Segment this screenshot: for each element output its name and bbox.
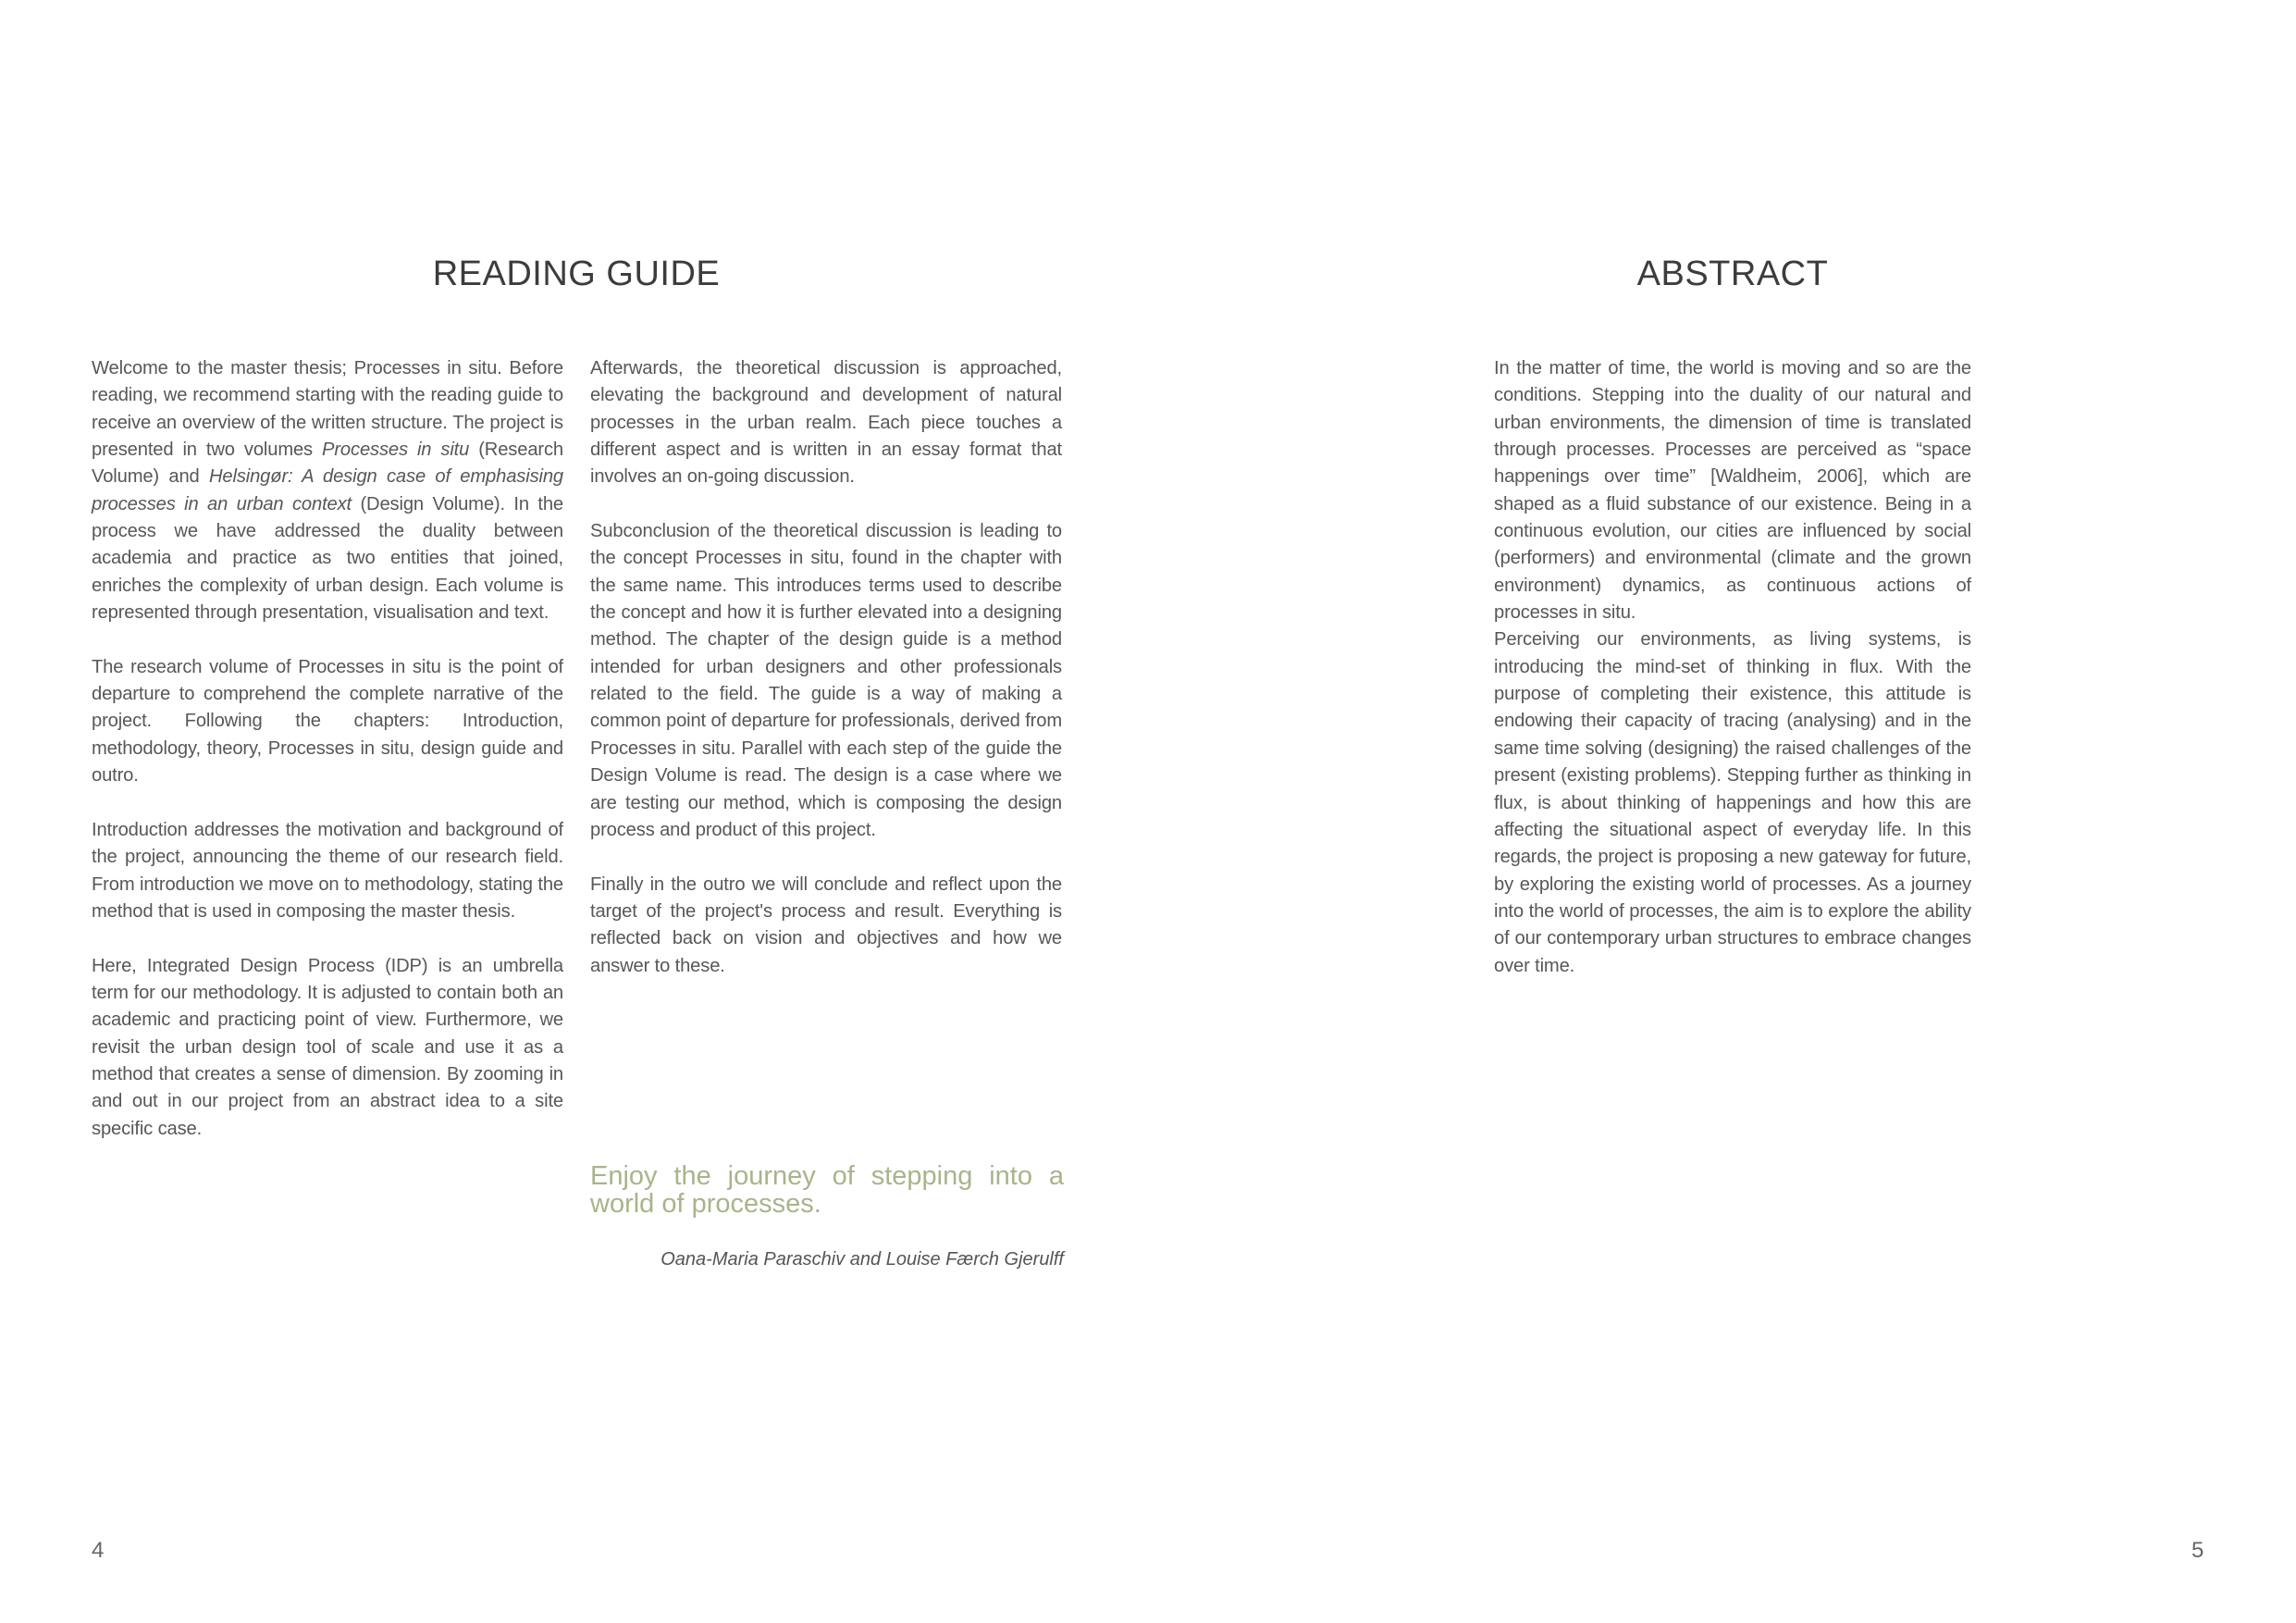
- abstract-paragraph-2: Perceiving our environments, as living systems, is introducing the mind-set of thinking in flux. With the purpose of completing their existence, this attitude is endowing their capacity of tracing (analysing) and in the same time solving (designing) the raised challenges of the present (existing problems). Stepping further as thinking in flux, is about thinking of happenings and how this are affecting the situational aspect of everyday life. In this regards, the project is proposing a new gateway for future, by exploring the existing world of processes. As a journey into the world of processes, the aim is to explore the ability of our contemporary urban structures to embrace changes over time.: [1494, 629, 1971, 976]
- abstract-paragraph-1: In the matter of time, the world is moving and so are the conditions. Stepping into the duality of our natural and urban environments, the dimension of time is translated through processes. Processes are perceived as “space happenings over time” [Waldheim, 2006], which are shaped as a fluid substance of our existence. Being in a continuous evolution, our cities are influenced by social (performers) and environmental (climate and the grown environment) dynamics, as continuous actions of processes in situ.: [1494, 358, 1971, 624]
- page-number-left: 4: [92, 1538, 105, 1563]
- reading-guide-column-1: [92, 355, 563, 1143]
- paragraph-research-volume: The research volume of Processes in situ is the point of departure to comprehend the complete narrative of the project. Following the chapters: Introduction, methodology, theory, Processes in situ, design guide and outro.: [92, 656, 563, 787]
- abstract-heading: ABSTRACT: [1636, 254, 1829, 293]
- paragraph-theory: Afterwards, the theoretical discussion is approached, elevating the background and development of natural processes in the urban realm. Each piece touches a different aspect and is written in an essay format that involves an on-going discussion.: [590, 358, 1062, 488]
- right-page: [1148, 0, 2296, 1623]
- paragraph-outro: Finally in the outro we will conclude and reflect upon the target of the project's process and result. Everything is reflected back on vision and objectives and how we answer to these.: [590, 873, 1062, 976]
- volume-title-design: Helsingør: A design case of emphasising processes in an urban context: [92, 466, 564, 514]
- paragraph-introduction: Introduction addresses the motivation and background of the project, announcing the theme of our research field. From introduction we move on to methodology, stating the method that is used in composing the master thesis.: [92, 819, 563, 922]
- authors-signature: Oana-Maria Paraschiv and Louise Færch Gjerulff: [660, 1249, 1064, 1270]
- closing-quote: Enjoy the journey of stepping into a world of processes.: [590, 1161, 1064, 1219]
- paragraph-idp: Here, Integrated Design Process (IDP) is an umbrella term for our methodology. It is adjusted to contain both an academic and practicing point of view. Furthermore, we revisit the urban design tool of scale and use it as a method that creates a sense of dimension. By zooming in and out in our project from an abstract idea to a site specific case.: [92, 955, 563, 1139]
- paragraph-subconclusion: Subconclusion of the theoretical discussion is leading to the concept Processes in situ, found in the chapter with the same name. This introduces terms used to describe the concept and how it is further elevated into a designing method. The chapter of the design guide is a method intended for urban designers and other professionals related to the field. The guide is a way of making a common point of departure for professionals, derived from Processes in situ. Parallel with each step of the guide the Design Volume is read. The design is a case where we are testing our method, which is composing the design process and product of this project.: [590, 521, 1062, 840]
- volume-title-research: Processes in situ: [322, 440, 470, 461]
- text-run: (Design Volume). In the process we have addressed the duality between academia and practice as two entities that joined, enriches the complexity of urban design. Each volume is represented through presentation, visualisation and text.: [92, 493, 564, 624]
- text-run: (Research Volume) and: [92, 440, 563, 488]
- paragraph-welcome: [92, 355, 563, 626]
- page-number-right: 5: [2191, 1538, 2204, 1563]
- abstract-column: [1494, 355, 1971, 980]
- reading-guide-column-2: [590, 355, 1062, 980]
- reading-guide-heading: READING GUIDE: [432, 254, 721, 293]
- text-run: Welcome to the master thesis; Processes in situ. Before reading, we recommend starting with the reading guide to receive an overview of the written structure. The project is presented in two volumes: [92, 358, 563, 461]
